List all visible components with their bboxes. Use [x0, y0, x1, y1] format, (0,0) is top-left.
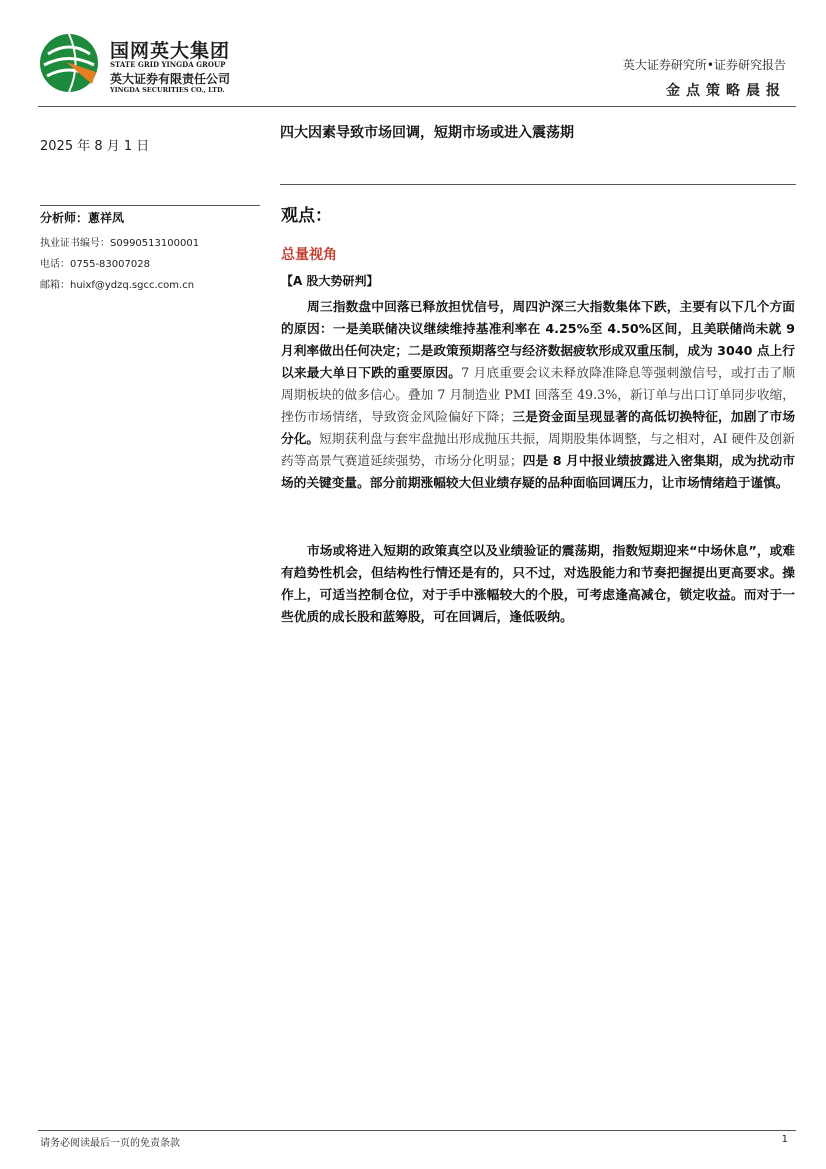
report-date: 2025 年 8 月 1 日	[40, 139, 150, 154]
page-number: 1	[781, 1134, 788, 1145]
institute-label: 英大证券研究所•证券研究报告	[622, 58, 786, 72]
footer-divider	[38, 1130, 796, 1131]
paragraph-outlook	[281, 540, 795, 628]
header-divider	[38, 106, 796, 107]
logo-company-name-en: YINGDA SECURITIES CO., LTD.	[110, 86, 225, 94]
analyst-phone: 电话：0755-83007028	[40, 259, 150, 270]
section-heading: 总量视角	[281, 247, 337, 263]
p1-seg-4: 四是 8 月中报业绩披露进入密集期，成为扰动市场的关键变量。部分前期涨幅较大但业绩存疑的品种面临回调压力，让市场情绪趋于谨慎。	[281, 453, 795, 490]
report-type-label: 金点策略晨报	[666, 83, 786, 99]
footer-disclaimer: 请务必阅读最后一页的免责条款	[40, 1138, 180, 1149]
sidebar-divider	[40, 205, 260, 206]
state-grid-globe-icon	[38, 32, 100, 94]
title-divider	[280, 184, 796, 185]
paragraph-market-analysis	[281, 296, 795, 494]
logo-company-name: 英大证券有限责任公司	[110, 72, 231, 86]
viewpoint-heading: 观点：	[281, 206, 332, 226]
p1-seg-2: 三是资金面呈现显著的高低切换特征，加剧了市场分化。	[281, 409, 796, 446]
logo-group-name: 国网英大集团	[110, 40, 231, 62]
company-logo	[38, 30, 258, 100]
p1-seg-3: 短期获利盘与套牢盘抛出形成抛压共振，周期股集体调整，与之相对，AI 硬件及创新药等高景气赛道延续强势，市场分化明显；	[281, 431, 795, 468]
p2-text: 市场或将进入短期的政策真空以及业绩验证的震荡期，指数短期迎来“中场休息”，或难有趋势性机会，但结构性行情还是有的，只不过，对选股能力和节奏把握提出更高要求。操作上，可适当控制仓位，对于手中涨幅较大的个股，可考虑逢高减仓，锁定收益。而对于一些优质的成长股和蓝筹股，可在回调后，逢低吸纳。	[281, 543, 795, 624]
analyst-name: 分析师：蔥祥凤	[40, 211, 125, 225]
analyst-email: 邮箱：huixf@ydzq.sgcc.com.cn	[40, 280, 195, 291]
subsection-heading: 【A 股大势研判】	[281, 274, 379, 288]
logo-group-name-en: STATE GRID YINGDA GROUP	[110, 60, 226, 69]
report-title: 四大因素导致市场回调，短期市场或进入震荡期	[280, 125, 574, 141]
p1-seg-0: 周三指数盘中回落已释放担忧信号，周四沪深三大指数集体下跌，主要有以下几个方面的原因：一是美联储决议继续维持基准利率在 4.25%至 4.50%区间，且美联储尚未就 9 月利率做出任何决定；二是政策预期落空与经济数据疲软形成双重压制，成为 3040 点上行以来最大单日下跌的重要原因。	[281, 299, 795, 380]
p1-seg-1: 7 月底重要会议未释放降准降息等强刺激信号，或打击了顺周期板块的做多信心。叠加 7 月制造业 PMI 回落至 49.3%，新订单与出口订单同步收缩，挫伤市场情绪，导致资金风险偏好下降；	[281, 365, 796, 424]
analyst-cert: 执业证书编号：S0990513100001	[40, 238, 200, 249]
